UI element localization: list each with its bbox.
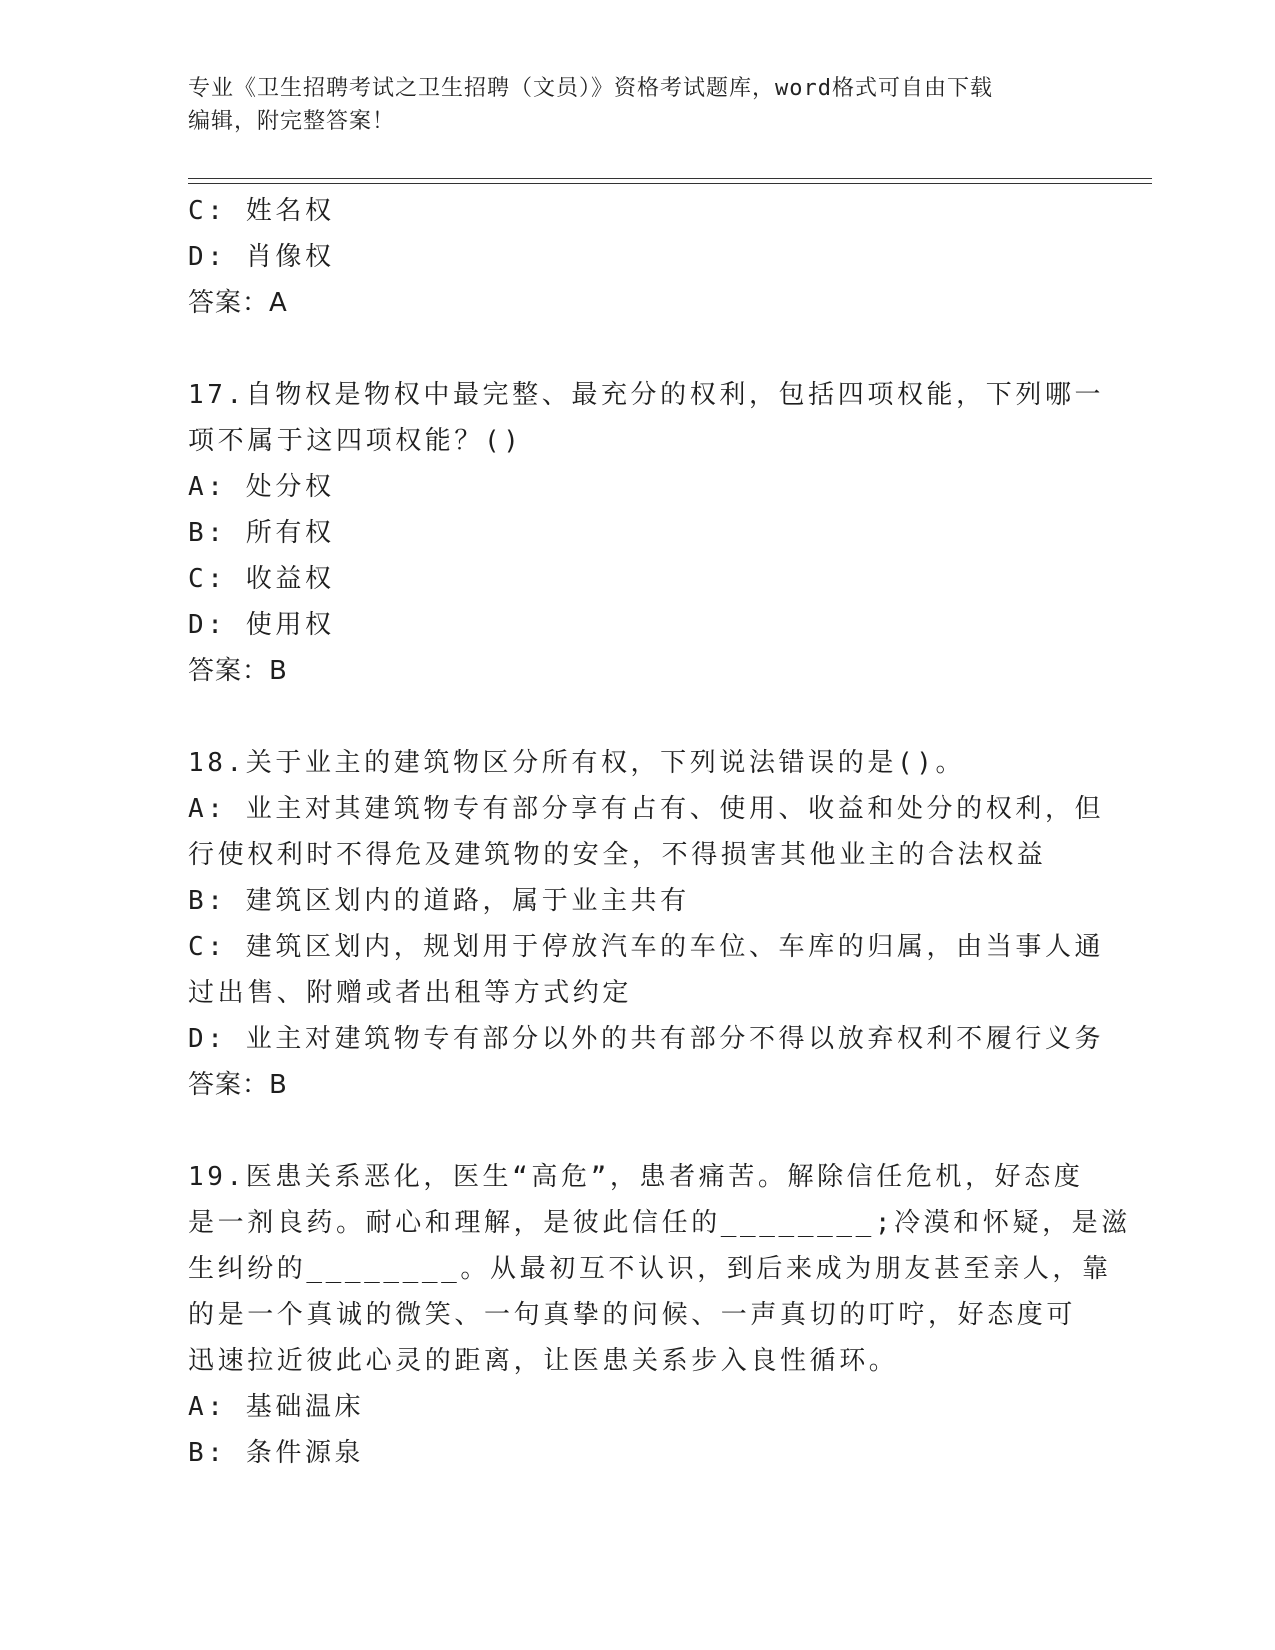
q18-option-a-line-2: 行使权利时不得危及建筑物的安全，不得损害其他业主的合法权益 [188,840,1047,870]
q18-option-c-line-1: C: 建筑区划内，规划用于停放汽车的车位、车库的归属，由当事人通 [188,932,1105,962]
q17-stem-line-2: 项不属于这四项权能？() [188,426,523,456]
header-line-2: 编辑，附完整答案！ [188,109,396,134]
q18-option-d: D: 业主对建筑物专有部分以外的共有部分不得以放弃权利不履行义务 [188,1024,1105,1054]
document-header [188,72,1088,138]
q18-stem: 18.关于业主的建筑物区分所有权，下列说法错误的是()。 [188,748,966,778]
q16-option-c: C: 姓名权 [188,196,335,226]
header-divider-top [188,178,1152,179]
q19-stem-line-1: 19.医患关系恶化，医生“高危”，患者痛苦。解除信任危机，好态度 [188,1162,1084,1192]
q17-option-a: A: 处分权 [188,472,335,502]
q16-answer: 答案：A [188,288,288,318]
q18-answer: 答案：B [188,1070,288,1100]
q19-stem-line-5: 迅速拉近彼此心灵的距离，让医患关系步入良性循环。 [188,1346,899,1376]
q17-option-c: C: 收益权 [188,564,335,594]
q17-option-b: B: 所有权 [188,518,335,548]
header-line-1: 专业《卫生招聘考试之卫生招聘（文员）》资格考试题库，word格式可自由下载 [188,76,993,101]
q19-stem-line-3: 生纠纷的________。从最初互不认识，到后来成为朋友甚至亲人，靠 [188,1254,1112,1284]
q19-stem-line-4: 的是一个真诚的微笑、一句真挚的问候、一声真切的叮咛，好态度可 [188,1300,1077,1330]
q19-stem-line-2: 是一剂良药。耐心和理解，是彼此信任的________;冷漠和怀疑，是滋 [188,1208,1131,1238]
q17-stem-line-1: 17.自物权是物权中最完整、最充分的权利，包括四项权能，下列哪一 [188,380,1105,410]
q17-answer: 答案：B [188,656,288,686]
q18-option-c-line-2: 过出售、附赠或者出租等方式约定 [188,978,633,1008]
q17-option-d: D: 使用权 [188,610,335,640]
q19-option-a: A: 基础温床 [188,1392,365,1422]
q18-option-b: B: 建筑区划内的道路，属于业主共有 [188,886,690,916]
q18-option-a-line-1: A: 业主对其建筑物专有部分享有占有、使用、收益和处分的权利，但 [188,794,1105,824]
q16-option-d: D: 肖像权 [188,242,335,272]
q19-option-b: B: 条件源泉 [188,1438,365,1468]
header-divider-bottom [188,183,1152,184]
